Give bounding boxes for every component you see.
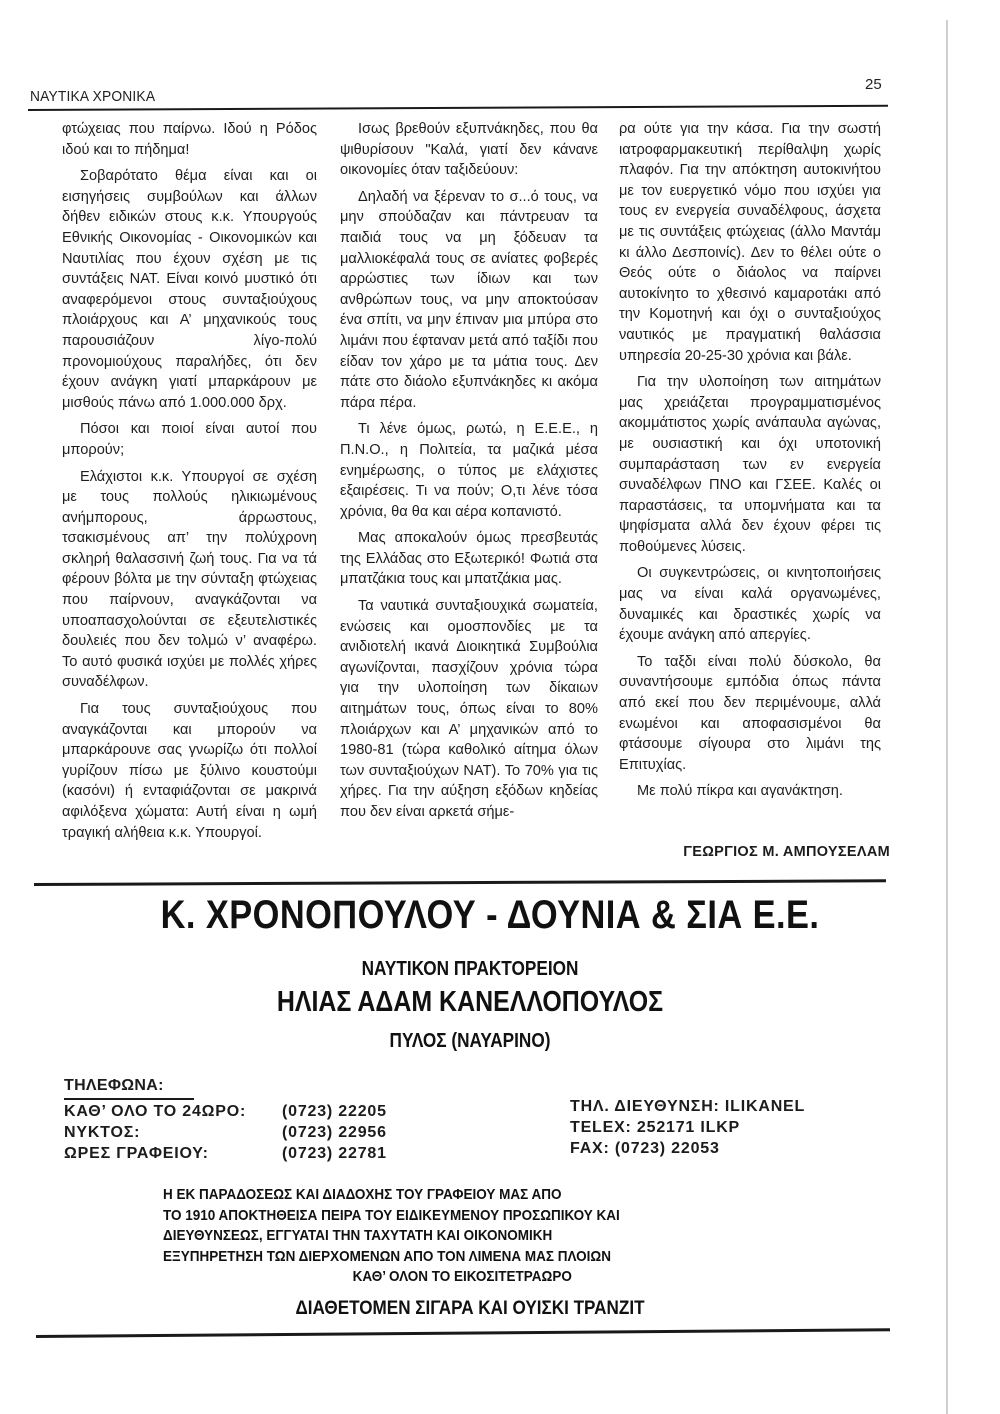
ad-description-line: ΔΙΕΥΘΥΝΣΕΩΣ, ΕΓΓΥΑΤΑΙ ΤΗΝ ΤΑΧΥΤΑΤΗ ΚΑΙ ΟΙΚΟΝΟΜΙΚΗ (163, 1227, 553, 1244)
paragraph: Για την υλοποίηση των αιτημάτων μας χρειάζεται προγραμματισμένος ακομμάτιστος χωρίς ανάπαυλα αγώνας, με ουσιαστική και όχι υποτονική συμπαράσταση των εν ενεργεία συναδέλφων ΠΝΟ και ΓΣΕΕ. Καλές οι παραστάσεις, τα υπομνήματα και τα ψηφίσματα αλλά δεν έχουν φέρει τις ποθούμενες λύσεις. (619, 374, 881, 555)
phone-number: (0723) 22205 (282, 1103, 387, 1120)
ad-footer-note: ΔΙΑΘΕΤΟΜΕΝ ΣΙΓΑΡΑ ΚΑΙ ΟΥΙΣΚΙ ΤΡΑΝΖΙΤ (295, 1298, 645, 1319)
ad-description-line: ΕΞΥΠΗΡΕΤΗΣΗ ΤΩΝ ΔΙΕΡΧΟΜΕΝΩΝ ΑΠΟ ΤΟΝ ΛΙΜΕΝΑ ΜΑΣ ΠΛΟΙΩΝ (163, 1247, 611, 1265)
paragraph: Τι λένε όμως, ρωτώ, η Ε.Ε.Ε., η Π.Ν.Ο., η Πολιτεία, τα μαζικά μέσα ενημέρωσης, ο τύπος με ελάχιστες εξαιρέσεις. Τι να πούν; Ο,τι λένε τόσα χρόνια, θα θα και αέρα κοπανιστό. (340, 421, 598, 520)
ad-description-line: Η ΕΚ ΠΑΡΑΔΟΣΕΩΣ ΚΑΙ ΔΙΑΔΟΧΗΣ ΤΟΥ ΓΡΑΦΕΙΟΥ ΜΑΣ ΑΠΟ (163, 1186, 562, 1203)
paragraph: ρα ούτε για την κάσα. Για την σωστή ιατροφαρμακευτική περίθαλψη χωρίς πλαφόν. Για την απόκτηση αυτοκινήτου με τον ευεργετικό νόμο που ισχύει για τους εν ενεργεία συναδέλφους, άσχετα με τις συντάξεις φτώχειας (άλλο Μαντάμ κι άλλο Δεσποινίς). Δεν το θέλει ούτε ο Θεός ούτε ο διάολος να παίρνει αυτοκίνητο το χθεσινό καμαροτάκι από την Κομοτηνή και όχι ο συνταξιούχος ναυτικός με πραγματική θαλάσσια υπηρεσία 20-25-30 χρόνια και βάλε. (619, 121, 881, 364)
phone-label: ΝΥΚΤΟΣ: (64, 1124, 141, 1141)
ad-business-type: ΝΑΥΤΙΚΟΝ ΠΡΑΚΤΟΡΕΙΟΝ (361, 958, 579, 980)
telegraph-address: ΤΗΛ. ΔΙΕΥΘΥΝΣΗ: ILIKANEL (570, 1098, 806, 1115)
ad-owner-name: ΗΛΙΑΣ ΑΔΑΜ ΚΑΝΕΛΛΟΠΟΥΛΟΣ (276, 986, 664, 1018)
paragraph: Το ταξδι είναι πολύ δύσκολο, θα συναντήσουμε εμπόδια όπως πάντα από εκεί που δεν περιμένουμε, αλλά ενωμένοι και αποφασισμένοι θα φτάσουμε σίγουρα στο λιμάνι της Επιτυχίας. (619, 653, 881, 773)
ad-description (163, 1185, 703, 1288)
paragraph: Σοβαρότατο θέμα είναι και οι εισηγήσεις συμβούλων και άλλων δήθεν ειδικών στους κ.κ. Υπουργούς Εθνικής Οικονομίας - Οικονομικών και Ναυτιλίας που έχουν σχέση με τις συντάξεις ΝΑΤ. Είναι κοινό μυστικό ότι αναφερόμενοι στους συνταξιούχους πλοιάρχους και Α’ μηχανικούς τους παρουσιάζουν λίγο-πολύ προνομιούχους παραλήδες, ότι δεν έχουν ανάγκη γιατί μπαρκάρουν με μισθούς πάνω από 1.000.000 δρχ. (62, 168, 317, 411)
article-column-2 (340, 119, 598, 829)
closing-line: Με πολύ πίκρα και αγανάκτηση. (637, 783, 843, 800)
paragraph: Μας αποκαλούν όμως πρεσβευτάς της Ελλάδας στο Εξωτερικό! Φωτιά στα μπατζάκια τους και μπατζάκια μας. (340, 530, 598, 588)
phone-label: ΩΡΕΣ ΓΡΑΦΕΙΟΥ: (64, 1145, 209, 1162)
phone-row-night (64, 1124, 387, 1142)
article-column-3 (619, 119, 881, 808)
paragraph: Πόσοι και ποιοί είναι αυτοί που μπορούν; (62, 421, 317, 458)
telex-number: TELEX: 252171 ILKP (570, 1119, 741, 1136)
ad-description-line: ΤΟ 1910 ΑΠΟΚΤΗΘΕΙΣΑ ΠΕΙΡΑ ΤΟΥ ΕΙΔΙΚΕΥΜΕΝΟΥ ΠΡΟΣΩΠΙΚΟΥ ΚΑΙ (163, 1206, 620, 1224)
ad-location: ΠΥΛΟΣ (ΝΑΥΑΡΙΝΟ) (389, 1030, 551, 1052)
author-signature: ΓΕΩΡΓΙΟΣ Μ. ΑΜΠΟΥΣΕΛΑΜ (683, 844, 890, 860)
phone-label: ΚΑΘ’ ΟΛΟ ΤΟ 24ΩΡΟ: (64, 1103, 247, 1120)
phones-heading: ΤΗΛΕΦΩΝΑ: (64, 1077, 164, 1094)
ad-description-line: ΚΑΘ’ ΟΛΟΝ ΤΟ ΕΙΚΟΣΙΤΕΤΡΑΩΡΟ (352, 1268, 572, 1285)
page-edge-line (946, 20, 948, 1414)
advertisement-top-rule (34, 879, 886, 886)
paragraph: φτώχειας που παίρνω. Ιδού η Ρόδος ιδού και το πήδημα! (62, 121, 317, 158)
publication-title: ΝΑΥΤΙΚΑ ΧΡΟΝΙΚΑ (30, 88, 156, 105)
ad-company-name: Κ. ΧΡΟΝΟΠΟΥΛΟΥ - ΔΟΥΝΙΑ & ΣΙΑ Ε.Ε. (160, 893, 820, 937)
paragraph: Δηλαδή να ξέρεναν το σ...ό τους, να μην σπούδαζαν και πάντρευαν τα παιδιά τους να μη ξόδευαν τα μαλλιοκέφαλά τους σε ανίατες φοβερές αρρώστιες των ίδιων και των ανθρώπων τους, να μην αποκτούσαν ένα σπίτι, να μην έπιναν μια μπύρα στο λιμάνι που έφταναν μετά από ταξίδι που είδαν τον χάρο με τα μάτια τους. Δεν πάτε στο διάολο εξυπνάκηδες κι ακόμα πάρα πέρα. (340, 188, 598, 411)
phone-row-office (64, 1145, 387, 1163)
paragraph: Για τους συνταξιούχους που αναγκάζονται και μπορούν να μπαρκάρουνε σας γνωρίζω ότι πολλοί γυρίζουν πίσω με ξύλινο κουστούμι (κασόνι) ή ενταφιάζονται σε μακρινά αφιλόξενα χώματα: Αυτή είναι η ωμή τραγική αλήθεια κ.κ. Υπουργοί. (62, 701, 317, 841)
page-number: 25 (865, 76, 882, 93)
paragraph: Ισως βρεθούν εξυπνάκηδες, που θα ψιθυρίσουν "Καλά, γιατί δεν κάνανε οικονομίες όταν ταξιδεύουν: (340, 121, 598, 179)
phone-number: (0723) 22781 (282, 1145, 387, 1162)
paragraph: Οι συγκεντρώσεις, οι κινητοποιήσεις μας να είναι καλά οργανωμένες, δυναμικές και δραστικές χωρίς να έχουμε ανάγκη από απεργίες. (619, 565, 881, 644)
paragraph: Ελάχιστοι κ.κ. Υπουργοί σε σχέση με τους πολλούς ηλικιωμένους ανήμπορους, άρρωστους, τσακισμένους απ’ την πολύχρονη σκληρή θαλασσινή ζωή τους. Για να τά φέρουν βόλτα με την σύνταξη φτώχειας που παίρνουν, αναγκάζονται να υποαπασχολούνται σε εξευτελιστικές δουλειές που δεν τολμώ ν’ αναφέρω. Το αυτό φυσικά ισχύει με πολλές χήρες συναδέλφων. (62, 468, 317, 691)
article-column-1 (62, 119, 317, 849)
phone-row-24h (64, 1103, 387, 1121)
phone-number: (0723) 22956 (282, 1124, 387, 1141)
advertisement-bottom-rule (36, 1328, 890, 1338)
phones-underline (64, 1098, 194, 1100)
fax-number: FAX: (0723) 22053 (570, 1140, 720, 1157)
header-rule (28, 105, 888, 111)
paragraph: Τα ναυτικά συνταξιουχικά σωματεία, ενώσεις και ομοσπονδίες με τα ανιδιοτελή ικανά Διοικητικά Συμβούλια αγωνίζονται, πασχίζουν χρόνια τώρα για την υλοποίηση των δίκαιων αιτημάτων τους, όπως είναι το 80% πλοιάρχων και Α’ μηχανικών από το 1980-81 (τώρα καθολικό αίτημα όλων των συνταξιούχων ΝΑΤ). Το 70% για τις χήρες. Για την αύξηση εξόδων κηδείας που δεν είναι αρκετά σήμε- (340, 598, 598, 820)
